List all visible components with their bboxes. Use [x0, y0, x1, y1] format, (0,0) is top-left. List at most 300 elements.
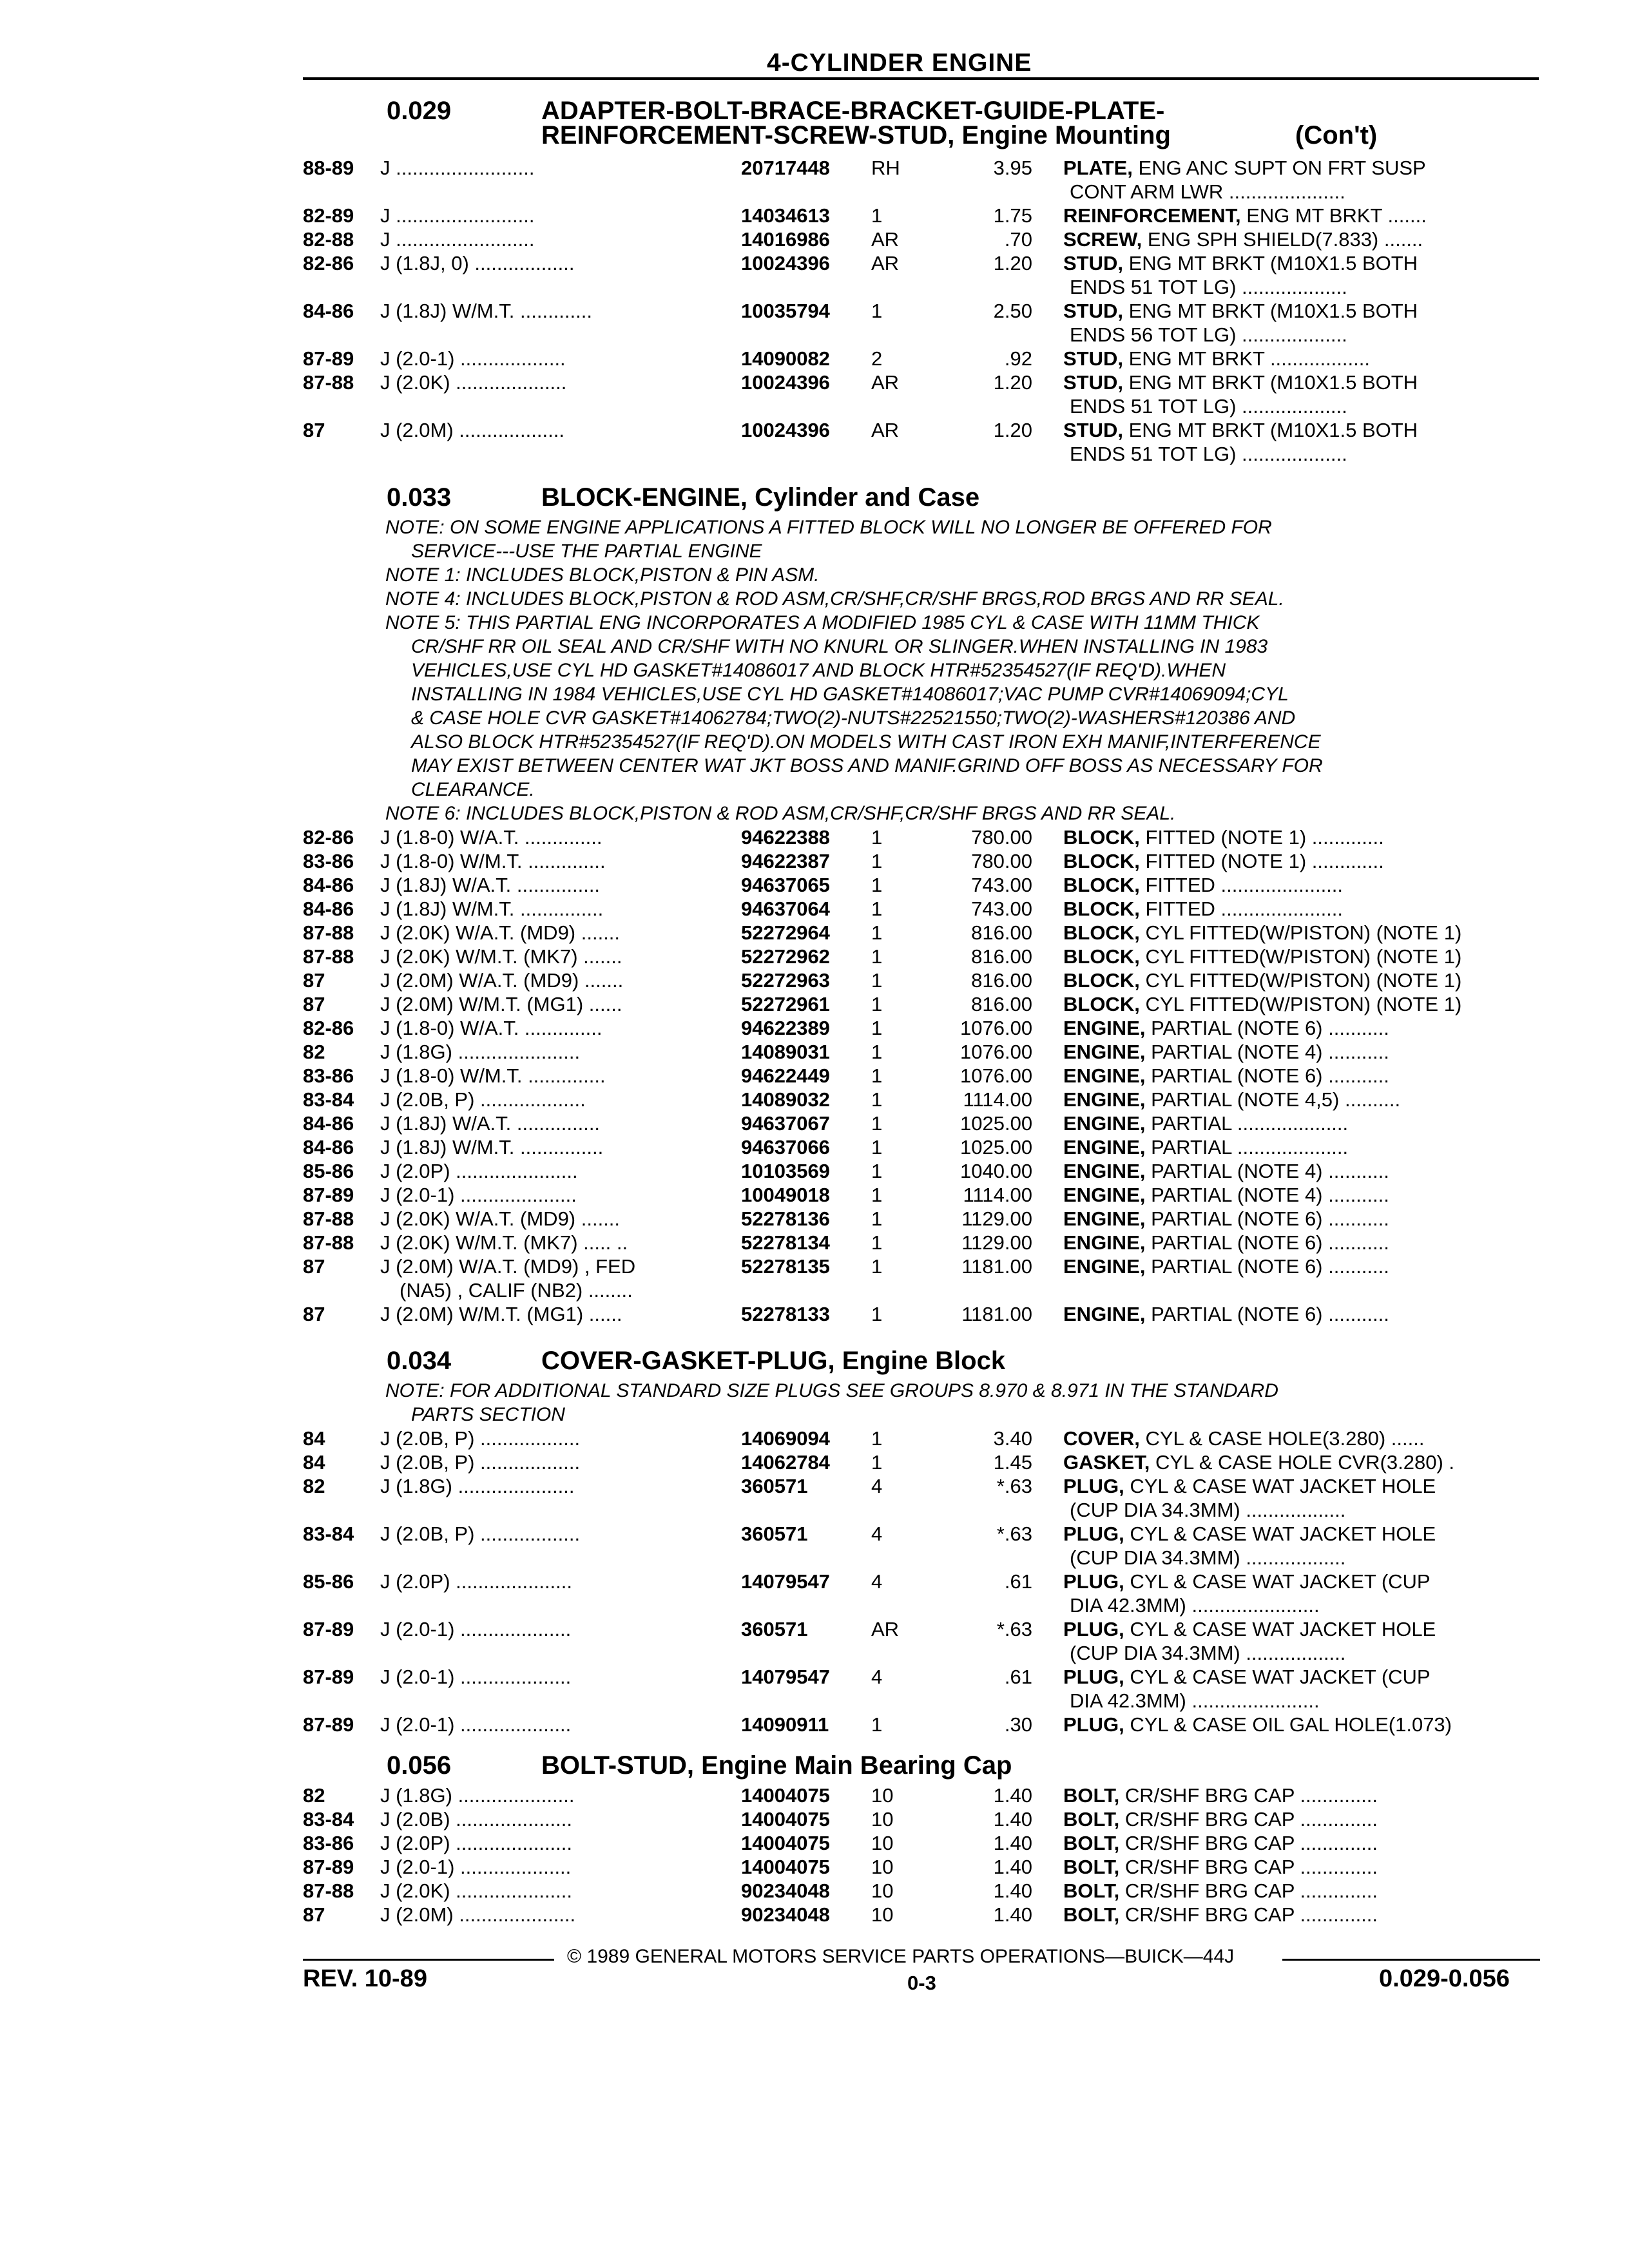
- price: 1129.00: [961, 1231, 1032, 1254]
- price: 1025.00: [960, 1112, 1033, 1135]
- model-years: 87: [303, 1303, 325, 1325]
- description: [1063, 1183, 1389, 1207]
- description-noun: PLUG,: [1063, 1475, 1124, 1497]
- description-cont: (CUP DIA 34.3MM) ..................: [1070, 1499, 1346, 1521]
- description-text: ENG MT BRKT (M10X1.5 BOTH: [1123, 300, 1418, 322]
- description: [1063, 1111, 1348, 1135]
- description-text: PARTIAL ....................: [1145, 1112, 1349, 1135]
- application: J (2.0M) W/A.T. (MD9) .......: [380, 969, 624, 992]
- model-years: 82-89: [303, 204, 354, 227]
- section-title-line2: REINFORCEMENT-SCREW-STUD, Engine Mounting: [541, 121, 1171, 149]
- table-row: [0, 873, 1629, 897]
- application: J (2.0B) .....................: [380, 1808, 573, 1831]
- price: 743.00: [971, 874, 1032, 896]
- price: 1.40: [993, 1903, 1032, 1926]
- price: 1.45: [993, 1451, 1032, 1474]
- description-text: CR/SHF BRG CAP ..............: [1119, 1784, 1378, 1807]
- part-number: 14089031: [741, 1041, 830, 1063]
- model-years: 87: [303, 1255, 325, 1278]
- quantity: 1: [871, 1427, 883, 1450]
- quantity: 1: [871, 1160, 883, 1182]
- table-row: [0, 1016, 1629, 1040]
- footer-rule-left: [303, 1959, 554, 1961]
- description-noun: ENGINE,: [1063, 1231, 1146, 1254]
- description-text: CYL & CASE HOLE CVR(3.280) .: [1150, 1451, 1454, 1474]
- description: [1063, 945, 1461, 968]
- part-number: 94637066: [741, 1136, 830, 1158]
- model-years: 83-84: [303, 1808, 354, 1831]
- description-cont: (CUP DIA 34.3MM) ..................: [1070, 1642, 1346, 1664]
- table-row: [0, 1040, 1629, 1064]
- part-number: 10024396: [741, 252, 830, 274]
- quantity: AR: [871, 1618, 900, 1640]
- description-text: CYL FITTED(W/PISTON) (NOTE 1): [1139, 993, 1462, 1015]
- table-row: [0, 1617, 1629, 1665]
- price: 1129.00: [961, 1207, 1032, 1230]
- quantity: 1: [871, 1112, 883, 1135]
- table-row: [0, 1665, 1629, 1713]
- table-row: [0, 992, 1629, 1016]
- model-years: 82: [303, 1784, 325, 1807]
- price: 3.40: [993, 1427, 1032, 1450]
- quantity: AR: [871, 371, 900, 394]
- description: [1063, 1254, 1389, 1278]
- description-text: CYL & CASE OIL GAL HOLE(1.073): [1124, 1713, 1452, 1736]
- application: J (1.8G) .....................: [380, 1475, 575, 1497]
- model-years: 83-86: [303, 850, 354, 872]
- model-years: 84: [303, 1451, 325, 1474]
- description: [1063, 1207, 1389, 1231]
- quantity: 1: [871, 1303, 883, 1325]
- description-text: CYL & CASE WAT JACKET (CUP: [1124, 1570, 1431, 1593]
- model-years: 84-86: [303, 898, 354, 920]
- description-text: ENG MT BRKT (M10X1.5 BOTH: [1123, 371, 1418, 394]
- description-text: CR/SHF BRG CAP ..............: [1119, 1856, 1378, 1878]
- description: [1063, 1807, 1378, 1831]
- model-years: 82-88: [303, 228, 354, 251]
- table-row: [0, 1570, 1629, 1617]
- quantity: 1: [871, 993, 883, 1015]
- application: J (1.8J, 0) ..................: [380, 252, 575, 274]
- description-text: FITTED (NOTE 1) .............: [1139, 826, 1384, 849]
- description-text: PARTIAL (NOTE 4) ...........: [1145, 1160, 1389, 1182]
- part-number: 94622388: [741, 826, 830, 849]
- note-line: VEHICLES,USE CYL HD GASKET#14086017 AND BLOCK HTR#52354527(IF REQ'D).WHEN: [411, 660, 1226, 681]
- price: *.63: [996, 1475, 1032, 1497]
- model-years: 84-86: [303, 300, 354, 322]
- price: .70: [1004, 228, 1032, 251]
- application: J (2.0-1) ...................: [380, 347, 566, 370]
- part-number: 14090082: [741, 347, 830, 370]
- price: .61: [1004, 1666, 1032, 1688]
- part-number: 14034613: [741, 204, 830, 227]
- description-noun: PLUG,: [1063, 1523, 1124, 1545]
- footer-rule-right: [1282, 1959, 1540, 1961]
- price: 816.00: [971, 921, 1032, 944]
- description: [1063, 1903, 1378, 1927]
- note-line: NOTE: ON SOME ENGINE APPLICATIONS A FITTED BLOCK WILL NO LONGER BE OFFERED FOR: [385, 517, 1272, 538]
- price: 1040.00: [960, 1160, 1033, 1182]
- description-noun: BOLT,: [1063, 1784, 1120, 1807]
- application: J (2.0K) W/M.T. (MK7) .......: [380, 945, 622, 968]
- price: 1.40: [993, 1879, 1032, 1902]
- note-line: NOTE: FOR ADDITIONAL STANDARD SIZE PLUGS SEE GROUPS 8.970 & 8.971 IN THE STANDARD: [385, 1380, 1278, 1401]
- description: [1063, 1879, 1378, 1903]
- section-notes: [0, 515, 1629, 825]
- model-years: 82: [303, 1475, 325, 1497]
- price: 1181.00: [961, 1255, 1032, 1278]
- table-row: [0, 418, 1629, 466]
- application: J (2.0B, P) ...................: [380, 1088, 586, 1111]
- description-text: CYL & CASE WAT JACKET HOLE: [1124, 1475, 1436, 1497]
- application: J (2.0B, P) ..................: [380, 1523, 581, 1545]
- model-years: 85-86: [303, 1570, 354, 1593]
- model-years: 87-89: [303, 1856, 354, 1878]
- application: J (1.8J) W/A.T. ...............: [380, 1112, 601, 1135]
- table-row: [0, 921, 1629, 945]
- note-line: NOTE 5: THIS PARTIAL ENG INCORPORATES A MODIFIED 1985 CYL & CASE WITH 11MM THICK: [385, 612, 1260, 633]
- model-years: 87-89: [303, 1618, 354, 1640]
- model-years: 83-84: [303, 1088, 354, 1111]
- table-row: [0, 945, 1629, 968]
- description-noun: ENGINE,: [1063, 1064, 1146, 1087]
- model-years: 84: [303, 1427, 325, 1450]
- application: J (2.0P) .....................: [380, 1832, 573, 1854]
- application: J (1.8J) W/A.T. ...............: [380, 874, 601, 896]
- part-number: 52278135: [741, 1255, 830, 1278]
- description-noun: ENGINE,: [1063, 1041, 1146, 1063]
- description-noun: BLOCK,: [1063, 874, 1140, 896]
- part-number: 10024396: [741, 419, 830, 441]
- quantity: 10: [871, 1879, 894, 1902]
- model-years: 83-86: [303, 1832, 354, 1854]
- description-text: CR/SHF BRG CAP ..............: [1119, 1832, 1378, 1854]
- description-cont: (CUP DIA 34.3MM) ..................: [1070, 1546, 1346, 1569]
- description-text: CYL & CASE WAT JACKET HOLE: [1124, 1523, 1436, 1545]
- price: 2.50: [993, 300, 1032, 322]
- section-heading: [0, 97, 1629, 156]
- note-line: PARTS SECTION: [411, 1404, 565, 1425]
- part-number: 14062784: [741, 1451, 830, 1474]
- table-row: [0, 299, 1629, 347]
- part-number: 52272963: [741, 969, 830, 992]
- price: 780.00: [971, 850, 1032, 872]
- part-number: 94622387: [741, 850, 830, 872]
- table-row: [0, 849, 1629, 873]
- description-noun: BOLT,: [1063, 1808, 1120, 1831]
- quantity: 1: [871, 1255, 883, 1278]
- part-number: 14089032: [741, 1088, 830, 1111]
- model-years: 87: [303, 969, 325, 992]
- application: J (2.0-1) ....................: [380, 1713, 572, 1736]
- note-block: [0, 515, 1539, 825]
- part-number: 90234048: [741, 1903, 830, 1926]
- quantity: RH: [871, 157, 900, 179]
- table-row: [0, 1183, 1629, 1207]
- parts-list: [0, 156, 1629, 466]
- part-number: 14004075: [741, 1832, 830, 1854]
- part-number: 360571: [741, 1618, 808, 1640]
- model-years: 87-89: [303, 1713, 354, 1736]
- description-noun: GASKET,: [1063, 1451, 1150, 1474]
- description-noun: ENGINE,: [1063, 1017, 1146, 1039]
- part-number: 90234048: [741, 1879, 830, 1902]
- model-years: 84-86: [303, 1112, 354, 1135]
- header-rule: [303, 77, 1539, 80]
- description-text: PARTIAL (NOTE 6) ...........: [1145, 1017, 1389, 1039]
- table-row: [0, 347, 1629, 370]
- description: [1063, 1617, 1436, 1641]
- application: J (2.0P) .....................: [380, 1570, 573, 1593]
- table-row: [0, 897, 1629, 921]
- description-text: FITTED (NOTE 1) .............: [1139, 850, 1384, 872]
- quantity: 10: [871, 1903, 894, 1926]
- application: J (1.8-0) W/A.T. ..............: [380, 1017, 602, 1039]
- description-noun: BLOCK,: [1063, 993, 1140, 1015]
- section-heading: [0, 1347, 1629, 1379]
- description-text: PARTIAL (NOTE 4) ...........: [1145, 1041, 1389, 1063]
- description-noun: SCREW,: [1063, 228, 1142, 251]
- description-text: CYL FITTED(W/PISTON) (NOTE 1): [1139, 921, 1462, 944]
- table-row: [0, 1064, 1629, 1088]
- description-text: CYL & CASE HOLE(3.280) ......: [1139, 1427, 1425, 1450]
- quantity: 1: [871, 1207, 883, 1230]
- section-notes: [0, 1379, 1629, 1427]
- quantity: AR: [871, 252, 900, 274]
- note-line: MAY EXIST BETWEEN CENTER WAT JKT BOSS AND MANIF.GRIND OFF BOSS AS NECESSARY FOR: [411, 755, 1323, 776]
- description-cont: ENDS 51 TOT LG) ...................: [1070, 276, 1347, 298]
- table-row: [0, 1302, 1629, 1326]
- application: J (1.8J) W/M.T. ...............: [380, 898, 604, 920]
- note-line: & CASE HOLE CVR GASKET#14062784;TWO(2)-NUTS#22521550;TWO(2)-WASHERS#120386 AND: [411, 707, 1296, 729]
- description-noun: ENGINE,: [1063, 1255, 1146, 1278]
- note-line: SERVICE---USE THE PARTIAL ENGINE: [411, 541, 762, 562]
- section-0-029: [0, 97, 1629, 466]
- model-years: 87-89: [303, 347, 354, 370]
- description-cont: CONT ARM LWR .....................: [1070, 180, 1345, 203]
- description-cont: DIA 42.3MM) .......................: [1070, 1689, 1320, 1712]
- parts-list: [0, 1427, 1629, 1736]
- application: J (1.8-0) W/A.T. ..............: [380, 826, 602, 849]
- model-years: 82-86: [303, 1017, 354, 1039]
- table-row: [0, 370, 1629, 418]
- description-text: CYL & CASE WAT JACKET HOLE: [1124, 1618, 1436, 1640]
- description-noun: BLOCK,: [1063, 921, 1140, 944]
- section-number: 0.029: [387, 97, 452, 125]
- description: [1063, 1855, 1378, 1879]
- part-number: 52272962: [741, 945, 830, 968]
- application: J (2.0M) .....................: [380, 1903, 576, 1926]
- price: 816.00: [971, 969, 1032, 992]
- description-noun: REINFORCEMENT,: [1063, 204, 1241, 227]
- part-number: 14016986: [741, 228, 830, 251]
- price: .61: [1004, 1570, 1032, 1593]
- price: 1.20: [993, 252, 1032, 274]
- page-number: 0-3: [907, 1972, 936, 1994]
- table-row: [0, 1522, 1629, 1570]
- table-row: [0, 1855, 1629, 1879]
- description: [1063, 418, 1418, 442]
- section-range: 0.029-0.056: [1379, 1965, 1510, 1992]
- price: 816.00: [971, 945, 1032, 968]
- part-number: 14090911: [741, 1713, 829, 1736]
- model-years: 82-86: [303, 252, 354, 274]
- model-years: 84-86: [303, 1136, 354, 1158]
- price: 1076.00: [960, 1041, 1033, 1063]
- part-number: 94637065: [741, 874, 830, 896]
- quantity: 1: [871, 850, 883, 872]
- part-number: 20717448: [741, 157, 830, 179]
- application: J (2.0-1) ....................: [380, 1618, 572, 1640]
- description: [1063, 1450, 1454, 1474]
- table-row: [0, 1088, 1629, 1111]
- part-number: 14004075: [741, 1856, 830, 1878]
- table-row: [0, 1207, 1629, 1231]
- table-row: [0, 251, 1629, 299]
- application: J (2.0-1) ....................: [380, 1856, 572, 1878]
- model-years: 87-88: [303, 945, 354, 968]
- description-text: PARTIAL (NOTE 6) ...........: [1145, 1255, 1389, 1278]
- price: 1181.00: [961, 1303, 1032, 1325]
- quantity: 2: [871, 347, 883, 370]
- section-0-034: [0, 1347, 1629, 1736]
- description-text: ENG MT BRKT ..................: [1123, 347, 1370, 370]
- description: [1063, 1522, 1436, 1546]
- description: [1063, 849, 1384, 873]
- application: J (1.8G) ......................: [380, 1041, 581, 1063]
- price: 1076.00: [960, 1017, 1033, 1039]
- application: J (2.0M) W/M.T. (MG1) ......: [380, 993, 622, 1015]
- model-years: 87-88: [303, 1207, 354, 1230]
- quantity: 10: [871, 1784, 894, 1807]
- quantity: 1: [871, 204, 883, 227]
- description: [1063, 968, 1461, 992]
- application: J (2.0B, P) ..................: [380, 1451, 581, 1474]
- description: [1063, 897, 1343, 921]
- table-row: [0, 1254, 1629, 1302]
- price: 1.20: [993, 371, 1032, 394]
- description-text: ENG ANC SUPT ON FRT SUSP: [1132, 157, 1426, 179]
- application: J (2.0K) W/A.T. (MD9) .......: [380, 1207, 621, 1230]
- section-title: BLOCK-ENGINE, Cylinder and Case: [541, 483, 980, 512]
- part-number: 52278136: [741, 1207, 830, 1230]
- price: 1.40: [993, 1832, 1032, 1854]
- quantity: AR: [871, 228, 900, 251]
- table-row: [0, 204, 1629, 227]
- price: 1114.00: [963, 1184, 1032, 1206]
- description-noun: BOLT,: [1063, 1879, 1120, 1902]
- description: [1063, 992, 1461, 1016]
- description-text: FITTED ......................: [1139, 898, 1344, 920]
- table-row: [0, 1111, 1629, 1135]
- description-noun: STUD,: [1063, 347, 1123, 370]
- section-0-056: [0, 1751, 1629, 1927]
- description-noun: STUD,: [1063, 252, 1123, 274]
- description-noun: BLOCK,: [1063, 898, 1140, 920]
- quantity: 1: [871, 1088, 883, 1111]
- model-years: 87-88: [303, 1231, 354, 1254]
- application: J (2.0K) .....................: [380, 1879, 573, 1902]
- price: .30: [1004, 1713, 1032, 1736]
- description-noun: PLUG,: [1063, 1570, 1124, 1593]
- model-years: 87: [303, 993, 325, 1015]
- description-text: PARTIAL (NOTE 6) ...........: [1145, 1303, 1389, 1325]
- description-text: CYL & CASE WAT JACKET (CUP: [1124, 1666, 1431, 1688]
- description-noun: ENGINE,: [1063, 1112, 1146, 1135]
- part-number: 14079547: [741, 1666, 830, 1688]
- description-text: PARTIAL (NOTE 6) ...........: [1145, 1064, 1389, 1087]
- description-noun: STUD,: [1063, 300, 1123, 322]
- note-line: NOTE 4: INCLUDES BLOCK,PISTON & ROD ASM,CR/SHF,CR/SHF BRGS,ROD BRGS AND RR SEAL.: [385, 588, 1284, 610]
- section-number: 0.033: [387, 483, 452, 512]
- quantity: 1: [871, 1713, 883, 1736]
- description-cont: DIA 42.3MM) .......................: [1070, 1594, 1320, 1617]
- table-row: [0, 156, 1629, 204]
- model-years: 83-86: [303, 1064, 354, 1087]
- application: J (1.8-0) W/M.T. ..............: [380, 1064, 606, 1087]
- application: J (2.0-1) ....................: [380, 1666, 572, 1688]
- part-number: 52272964: [741, 921, 830, 944]
- table-row: [0, 1903, 1629, 1927]
- application: J (1.8J) W/M.T. .............: [380, 300, 592, 322]
- price: *.63: [996, 1523, 1032, 1545]
- quantity: 10: [871, 1856, 894, 1878]
- description-text: PARTIAL ....................: [1145, 1136, 1349, 1158]
- quantity: 1: [871, 1184, 883, 1206]
- note-block: [0, 1379, 1539, 1427]
- description-noun: ENGINE,: [1063, 1160, 1146, 1182]
- description-cont: ENDS 51 TOT LG) ...................: [1070, 443, 1347, 465]
- part-number: 94637064: [741, 898, 830, 920]
- table-row: [0, 968, 1629, 992]
- model-years: 87-89: [303, 1666, 354, 1688]
- quantity: 1: [871, 898, 883, 920]
- description: [1063, 1135, 1348, 1159]
- description-text: ENG MT BRKT (M10X1.5 BOTH: [1123, 252, 1418, 274]
- description-cont: ENDS 56 TOT LG) ...................: [1070, 323, 1347, 346]
- description-text: CR/SHF BRG CAP ..............: [1119, 1879, 1378, 1902]
- note-line: NOTE 6: INCLUDES BLOCK,PISTON & ROD ASM,CR/SHF,CR/SHF BRGS AND RR SEAL.: [385, 803, 1176, 824]
- description-text: ENG MT BRKT (M10X1.5 BOTH: [1123, 419, 1418, 441]
- application: J (2.0M) W/A.T. (MD9) , FED: [380, 1255, 636, 1278]
- description: [1063, 370, 1418, 394]
- description: [1063, 251, 1418, 275]
- application: J (1.8G) .....................: [380, 1784, 575, 1807]
- note-line: CR/SHF RR OIL SEAL AND CR/SHF WITH NO KNURL OR SLINGER.WHEN INSTALLING IN 1983: [411, 636, 1268, 657]
- price: 3.95: [993, 157, 1032, 179]
- description: [1063, 1783, 1378, 1807]
- quantity: 1: [871, 1451, 883, 1474]
- table-row: [0, 825, 1629, 849]
- description: [1063, 1427, 1425, 1450]
- price: 780.00: [971, 826, 1032, 849]
- quantity: 1: [871, 1231, 883, 1254]
- model-years: 87-88: [303, 1879, 354, 1902]
- price: 1025.00: [960, 1136, 1033, 1158]
- part-number: 360571: [741, 1475, 808, 1497]
- quantity: 1: [871, 1017, 883, 1039]
- description-noun: ENGINE,: [1063, 1207, 1146, 1230]
- price: 1114.00: [963, 1088, 1032, 1111]
- table-row: [0, 227, 1629, 251]
- description: [1063, 1302, 1389, 1326]
- model-years: 87: [303, 419, 325, 441]
- part-number: 52278134: [741, 1231, 830, 1254]
- description: [1063, 1016, 1389, 1040]
- part-number: 10103569: [741, 1160, 830, 1182]
- description: [1063, 1064, 1389, 1088]
- application: J (1.8J) W/M.T. ...............: [380, 1136, 604, 1158]
